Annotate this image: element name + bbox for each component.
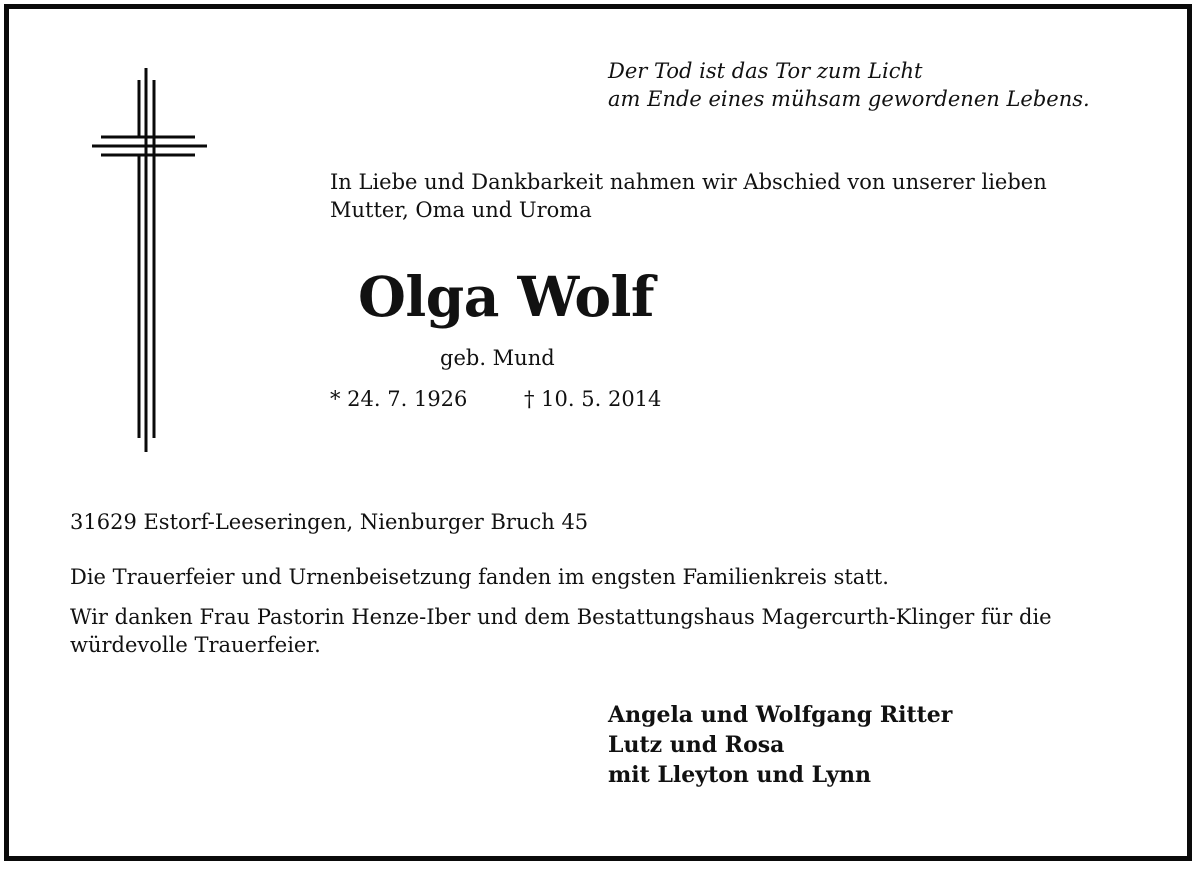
quote xyxy=(608,57,1090,113)
intro-line-1: In Liebe und Dankbarkeit nahmen wir Abschied von unserer lieben xyxy=(330,170,1047,194)
thanks-line-1: Wir danken Frau Pastorin Henze-Iber und dem Bestattungshaus Magercurth-Klinger für die xyxy=(70,605,1052,629)
signer-line: mit Lleyton und Lynn xyxy=(608,762,872,788)
thanks-line-2: würdevolle Trauerfeier. xyxy=(70,633,321,657)
ceremony-note: Die Trauerfeier und Urnenbeisetzung fanden im engsten Familienkreis statt. xyxy=(70,565,889,589)
birth-date: * 24. 7. 1926 xyxy=(330,387,468,411)
quote-line-2: am Ende eines mühsam gewordenen Lebens. xyxy=(608,87,1090,111)
notice-frame xyxy=(4,4,1192,861)
signer-line: Angela und Wolfgang Ritter xyxy=(608,702,953,728)
signer-line: Lutz und Rosa xyxy=(608,732,785,758)
deceased-name: Olga Wolf xyxy=(358,264,655,329)
intro-line-2: Mutter, Oma und Uroma xyxy=(330,198,592,222)
quote-line-1: Der Tod ist das Tor zum Licht xyxy=(608,59,923,83)
maiden-name: geb. Mund xyxy=(440,346,555,370)
address: 31629 Estorf-Leeseringen, Nienburger Bruch 45 xyxy=(70,510,589,534)
death-date: † 10. 5. 2014 xyxy=(524,387,662,411)
thanks-note xyxy=(70,603,1052,659)
intro-text xyxy=(330,168,1047,224)
signers xyxy=(608,700,952,790)
